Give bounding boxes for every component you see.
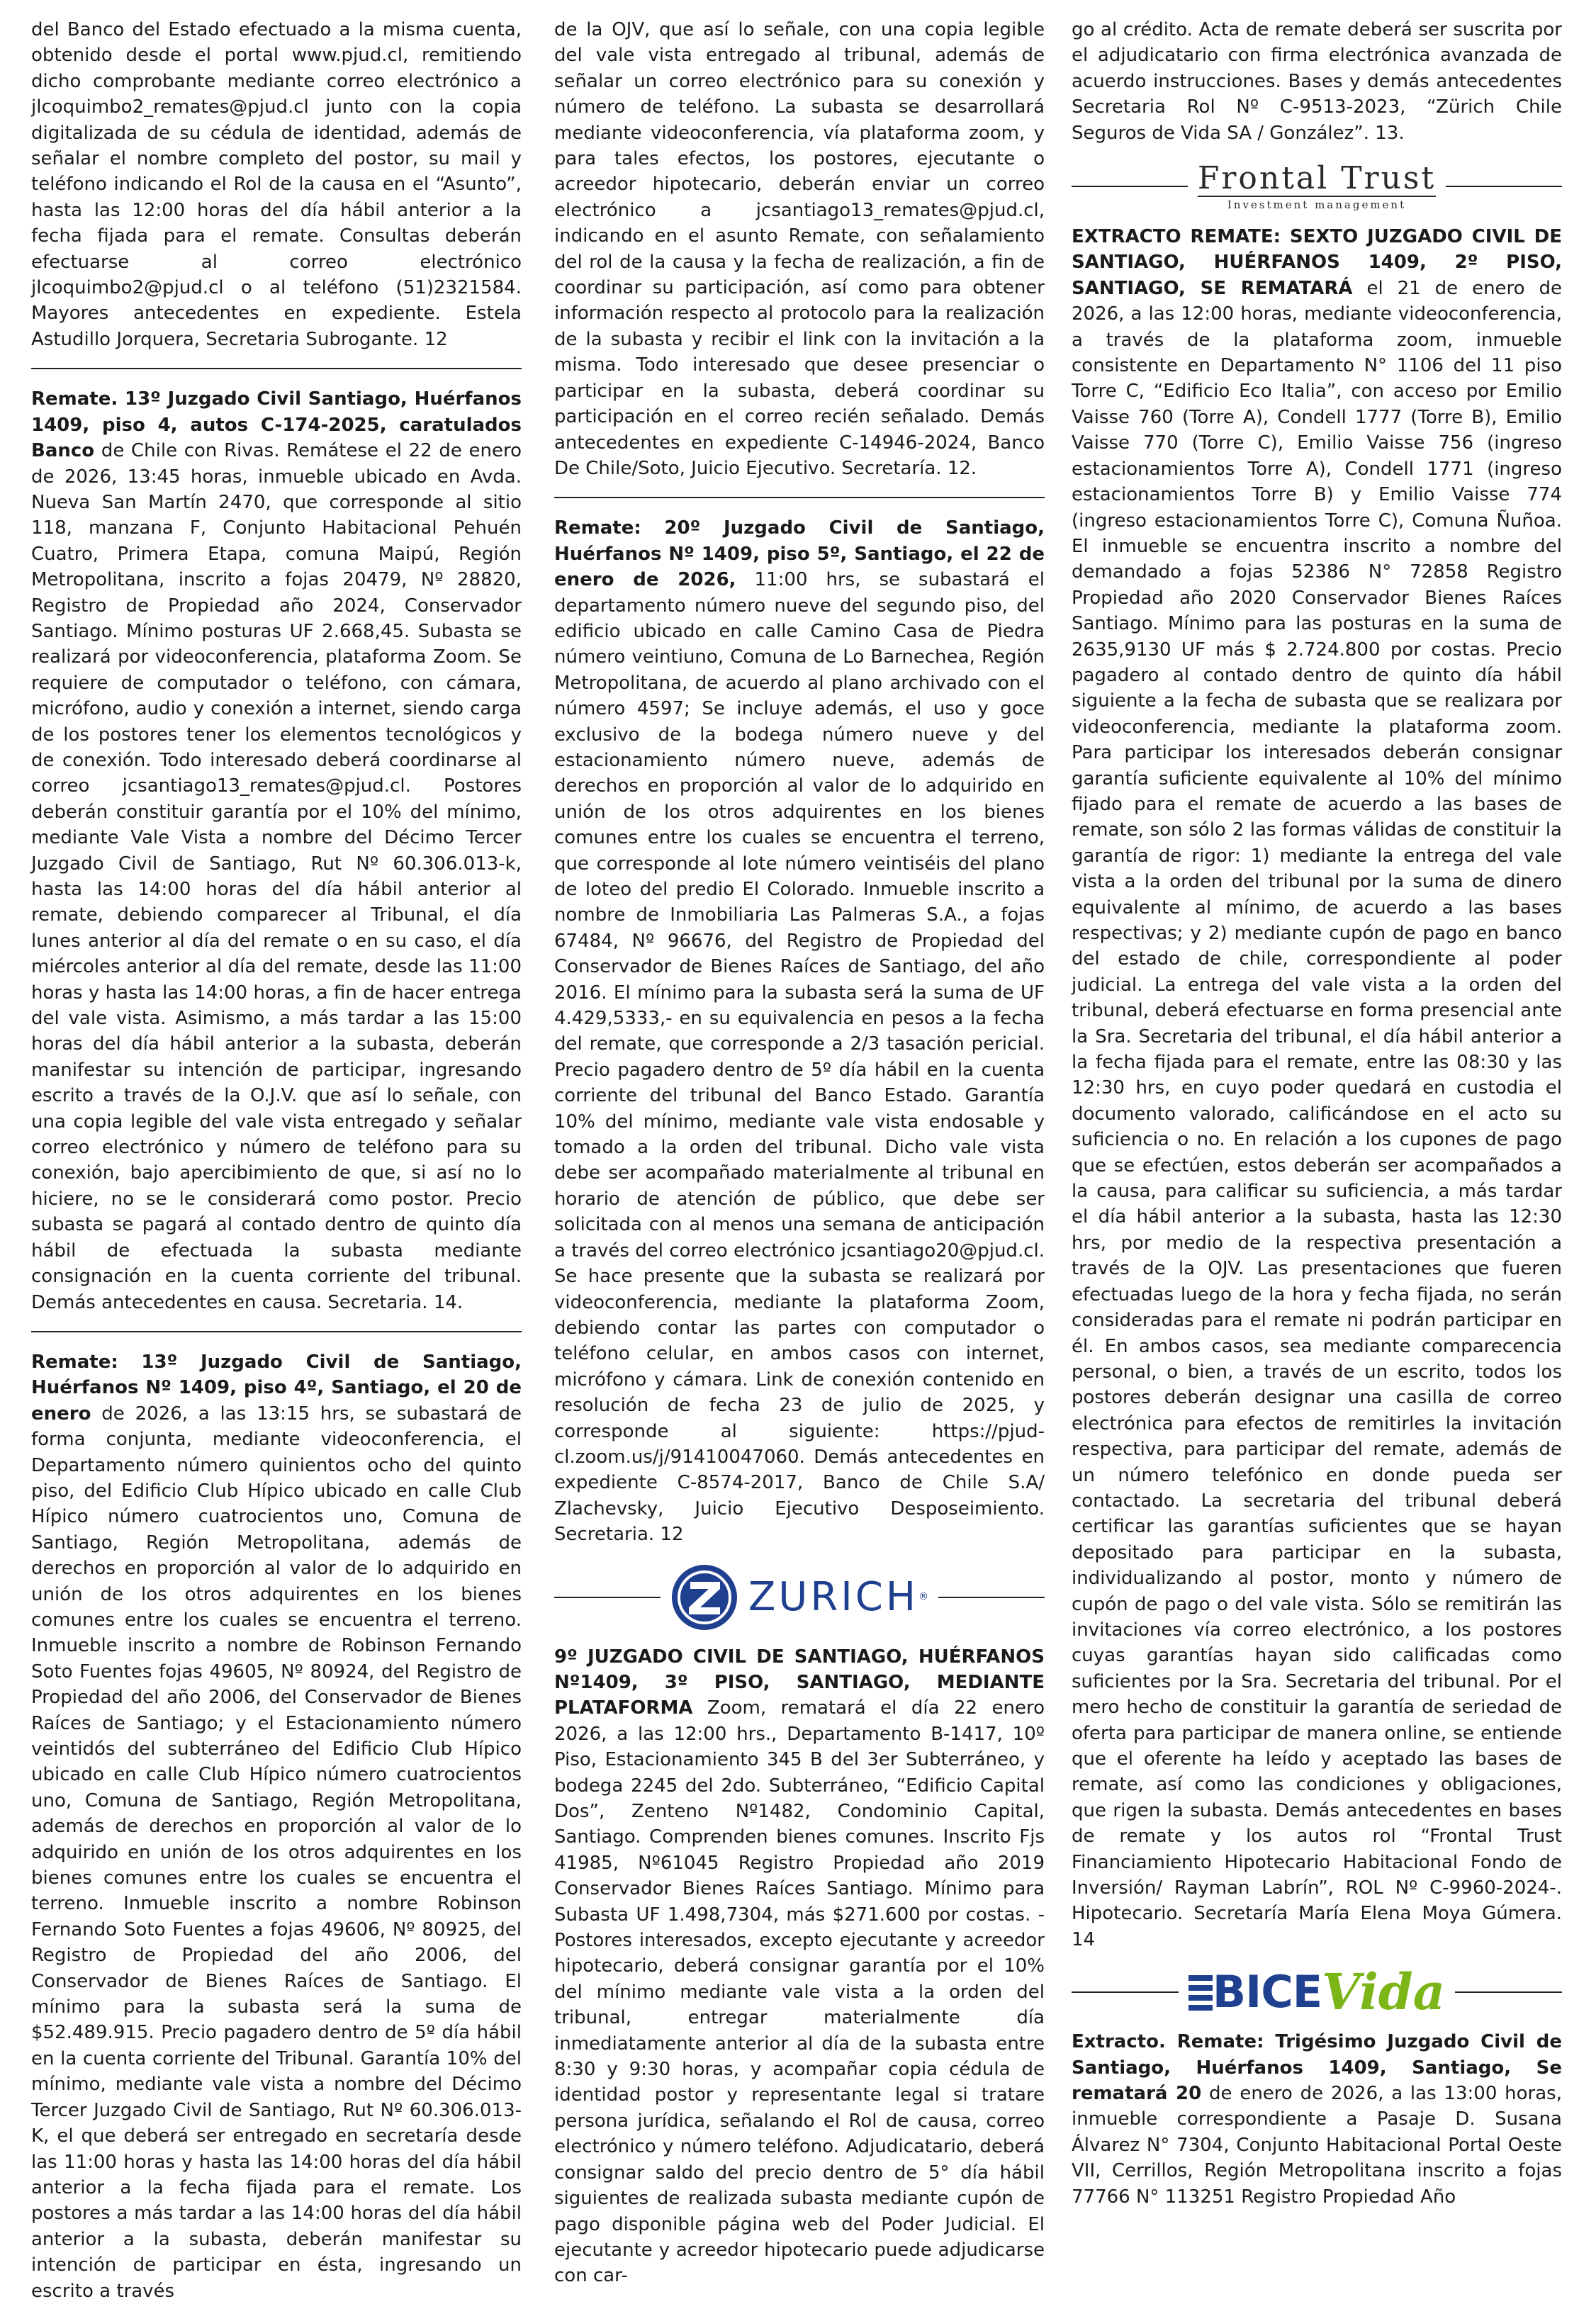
notice-heading: 9º JUZGADO CIVIL DE SANTIAGO, HUÉRFANOS Nº1409, 3º PISO, SANTIAGO, MEDIANTE PLATAFORMA [554,1646,1045,1719]
bice-vida-logo [1179,1962,1455,2022]
notice-body: de Chile con Rivas. Remátese el 22 de enero de 2026, 13:45 horas, inmueble ubicado en Avda. Nueva San Martín 2470, que corresponde al sitio 118, manzana F, Conjunto Habitacional Pehuén Cuatro, Primera Etapa, comuna Maipú, Región Metropolitana, inscrito a fojas 20479, Nº 28820, Registro de Propiedad año 2024, Conservador Santiago. Mínimo posturas UF 2.668,45. Subasta se realizará por videoconferencia, plataforma Zoom. Se requiere de computador o teléfono, con cámara, micrófono, audio y conexión a internet, siendo carga de los postores tener los elementos tecnológicos y de conexión. Todo interesado deberá coordinarse al correo jcsantiago13_remates@pjud.cl. Postores deberán constituir garantía por el 10% del mínimo, mediante Vale Vista a nombre del Décimo Tercer Juzgado Civil de Santiago, Rut Nº 60.306.013-k, hasta las 14:00 horas del día hábil anterior al remate, debiendo comparecer al Tribunal, el día lunes anterior al día del remate o en su caso, el día miércoles anterior al día del remate, desde las 11:00 horas y hasta las 14:00 horas, a fin de hacer entrega del vale vista. Asimismo, a más tardar a las 15:00 horas del día hábil anterior a la subasta, deberán manifestar su intención de participar, ingresando escrito a través de la O.J.V. que así lo señale, con una copia legible del vale vista entregado y señalar correo electrónico y número de teléfono para su conexión, bajo apercibimiento de que, si así no lo hiciere, no se le considerará como postor. Precio subasta se pagará al contado dentro de quinto día hábil de efectuada la subasta mediante consignación en la cuenta corriente del tribunal. Demás antecedentes en causa. Secretaria. 14. [31,440,522,1313]
zurich-z-icon [670,1563,738,1631]
bice-vida-logo-banner [1072,1962,1562,2022]
notice-continuation [1072,17,1562,146]
zurich-wordmark: ZURICH [748,1573,918,1620]
frontal-trust-wordmark: Frontal Trust [1197,160,1437,197]
zurich-logo [661,1563,938,1631]
notice-continuation [554,17,1045,481]
notice-9-juzgado [554,1644,1045,2289]
notice-heading: Remate: 20º Juzgado Civil de Santiago, Huérfanos Nº 1409, piso 5º, Santiago, el 22 de enero de 2026, [554,517,1045,591]
column-2 [554,17,1045,2289]
logo-rule-right [938,1597,1045,1598]
notice-divider [31,1331,522,1332]
zurich-registered-mark: ® [918,1591,928,1603]
notice-body: 11:00 hrs, se subastará el departamento número nueve del segundo piso, del edificio ubicado en calle Camino Casa de Piedra número veintiuno, Comuna de Lo Barnechea, Región Metropolitana, de acuerdo al plano archivado con el número 4597; Se incluye además, el uso y goce exclusivo de la bodega número nueve y del estacionamiento número nueve, además de derechos en proporción al valor de lo adquirido en unión de los otros adquirentes en los bienes comunes entre los cuales se encuentra el terreno, que corresponde al lote número veintiséis del plano de loteo del predio El Colorado. Inmueble inscrito a nombre de Inmobiliaria Las Palmeras S.A., a fojas 67484, Nº 96676, del Registro de Propiedad del Conservador de Bienes Raíces de Santiago, del año 2016. El mínimo para la subasta será la suma de UF 4.429,5333,- en su equivalencia en pesos a la fecha del remate, que corresponde a 2/3 tasación pericial. Precio pagadero dentro de 5º día hábil en la cuenta corriente del tribunal del Banco Estado. Garantía 10% del mínimo, mediante vale vista endosable y tomado a la orden del tribunal. Dicho vale vista debe ser acompañado materialmente al tribunal en horario de atención de público, que debe ser solicitada con al menos una semana de anticipación a través del correo electrónico jcsantiago20@pjud.cl. Se hace presente que la subasta se realizará por videoconferencia, mediante la plataforma Zoom, debiendo contar las partes con computador o teléfono celular, en ambos casos con internet, micrófono y cámara. Link de conexión contenido en resolución de fecha 23 de julio de 2025, y corresponde al siguiente: https://pjud-cl.zoom.us/j/91410047060. Demás antecedentes en expediente C-8574-2017, Banco de Chile S.A/ Zlachevsky, Juicio Ejecutivo Desposeimiento. Secretaria. 12 [554,569,1045,1546]
notice-heading: Extracto. Remate: Trigésimo Juzgado Civil de Santiago, Huérfanos 1409, Santiago, Se rematará 20 [1072,2031,1562,2105]
notice-divider [31,368,522,369]
column-1 [31,17,522,2304]
logo-rule-right [1446,186,1562,187]
logo-rule-right [1455,1991,1562,1993]
bice-stripes-icon [1188,1974,1213,2011]
notice-13-juzgado-club-hipico [31,1349,522,2304]
frontal-trust-logo-banner [1072,162,1562,211]
zurich-logo-banner [554,1563,1045,1631]
notice-divider [554,497,1045,498]
frontal-trust-logo [1188,162,1446,211]
notice-continuation [31,17,522,352]
notice-body: Zoom, rematará el día 22 enero 2026, a las 12:00 hrs., Departamento B-1417, 10º Piso, Estacionamiento 345 B del 3er Subterráneo, y bodega 2245 del 2do. Subterráneo, “Edificio Capital Dos”, Zenteno Nº1482, Condominio Capital, Santiago. Comprenden bienes comunes. Inscrito Fjs 41985, Nº61045 Registro Propiedad año 2019 Conservador Bienes Raíces Santiago. Mínimo para Subasta UF 1.498,7304, más $271.600 por costas. -Postores interesados, excepto ejecutante y acreedor hipotecario, deberá consignar garantía por el 10% del mínimo mediante vale vista a la orden del tribunal, entregar materialmente día inmediatamente anterior al día de la subasta entre 8:30 y 9:30 horas, y acompañar copia cédula de identidad postor y representante legal si tratare persona jurídica, señalando el Rol de causa, correo electrónico y número teléfono. Adjudicatario, deberá consignar saldo del precio dentro de 5° día hábil siguientes de realizada subasta mediante cupón de pago disponible página web del Poder Judicial. El ejecutante y acreedor hipotecario puede adjudicarse con car- [554,1697,1045,2287]
bice-wordmark: BICE [1212,1966,1322,2018]
notice-body: del Banco del Estado efectuado a la misma cuenta, obtenido desde el portal www.pjud.cl, remitiendo dicho comprobante mediante correo electrónico a jlcoquimbo2_remates@pjud.cl junto con la copia digitalizada de su cédula de identidad, además de señalar el nombre completo del postor, su mail y teléfono indicando el Rol de la causa en el “Asunto”, hasta las 12:00 horas del día hábil anterior a la fecha fijada para el remate. Consultas deberán efectuarse al correo electrónico jlcoquimbo2@pjud.cl o al teléfono (51)2321584. Mayores antecedentes en expediente. Estela Astudillo Jorquera, Secretaria Subrogante. 12 [31,19,522,350]
notice-body: de la OJV, que así lo señale, con una copia legible del vale vista entregado al tribunal, además de señalar un correo electrónico para su conexión y número de teléfono. La subasta se desarrollará mediante videoconferencia, vía plataforma zoom, y para tales efectos, los postores, ejecutante o acreedor hipotecario, deberán enviar un correo electrónico a jcsantiago13_remates@pjud.cl, indicando en el asunto Remate, con señalamiento del rol de la causa y la fecha de realización, a fin de coordinar su participación, así como para obtener información respecto al protocolo para la realización de la subasta y recibir el link con la invitación a la misma. Todo interesado que desee presenciar o participar en la subasta, deberá coordinar su participación en el correo recién señalado. Demás antecedentes en expediente C-14946-2024, Banco De Chile/Soto, Juicio Ejecutivo. Secretaría. 12. [554,19,1045,479]
column-3 [1072,17,1562,2210]
notice-body: go al crédito. Acta de remate deberá ser suscrita por el adjudicatario con firma electrónica avanzada de acuerdo instrucciones. Bases y demás antecedentes Secretaria Rol Nº C-9513-2023, “Zürich Chile Seguros de Vida SA / González”. 13. [1072,19,1562,144]
notice-heading: EXTRACTO REMATE: SEXTO JUZGADO CIVIL DE SANTIAGO, HUÉRFANOS 1409, 2º PISO, SANTIAGO, SE REMATARÁ [1072,226,1562,299]
frontal-trust-tagline: Investment management [1198,196,1436,211]
logo-rule-left [1072,1991,1179,1993]
notice-trigesimo-juzgado [1072,2029,1562,2210]
notice-sexto-juzgado [1072,224,1562,1952]
notice-heading: Remate: 13º Juzgado Civil de Santiago, Huérfanos Nº 1409, piso 4º, Santiago, el 20 de enero [31,1351,522,1424]
notice-body: de 2026, a las 13:15 hrs, se subastará de forma conjunta, mediante videoconferencia, el Departamento número quinientos ocho del quinto piso, del Edificio Club Hípico ubicado en calle Club Hípico número cuatrocientos uno, Comuna de Santiago, Región Metropolitana, además de derechos en proporción al valor de lo adquirido en unión de los otros adquirentes en los bienes comunes entre los cuales se encuentra el terreno. Inmueble inscrito a nombre de Robinson Fernando Soto Fuentes fojas 49605, Nº 80924, del Registro de Propiedad del año 2006, del Conservador de Bienes Raíces de Santiago; y el Estacionamiento número veintidós del subterráneo del Edificio Club Hípico ubicado en calle Club Hípico número cuatrocientos uno, Comuna de Santiago, Región Metropolitana, además de derechos en proporción al valor de lo adquirido en unión de los otros adquirentes en los bienes comunes entre los cuales se encuentra el terreno. Inmueble inscrito a nombre Robinson Fernando Soto Fuentes a fojas 49606, Nº 80925, del Registro de Propiedad del año 2006, del Conservador de Bienes Raíces de Santiago. El mínimo para la subasta será la suma de $52.489.915. Precio pagadero dentro de 5º día hábil en la cuenta corriente del Tribunal. Garantía 10% del mínimo, mediante vale vista a nombre del Décimo Tercer Juzgado Civil de Santiago, Rut Nº 60.306.013-K, el que deberá ser entregado en secretaría desde las 11:00 horas y hasta las 14:00 horas del día hábil anterior a la fecha fijada para el remate. Los postores a más tardar a las 14:00 horas del día hábil anterior a la subasta, deberán manifestar su intención de participar en ésta, ingresando un escrito a través [31,1403,522,2302]
logo-rule-left [554,1597,661,1598]
notice-heading: Remate. 13º Juzgado Civil Santiago, Huérfanos 1409, piso 4, autos C-174-2025, caratulados Banco [31,388,522,462]
logo-rule-left [1072,186,1188,187]
notice-body: de enero de 2026, a las 13:00 horas, inmueble correspondiente a Pasaje D. Susana Álvarez N° 7304, Conjunto Habitacional Portal Oeste VII, Cerrillos, Región Metropolitana inscrito a fojas 77766 N° 113251 Registro Propiedad Año [1072,2083,1562,2208]
notice-20-juzgado [554,515,1045,1547]
notice-13-juzgado-rivas [31,386,522,1315]
vida-wordmark: Vida [1322,1962,1446,2022]
notice-body: el 21 de enero de 2026, a las 12:00 horas, mediante videoconferencia, a través de la plataforma zoom, inmueble consistente en Departamento N° 1106 del 11 piso Torre C, “Edificio Eco Italia”, con acceso por Emilio Vaisse 760 (Torre A), Condell 1777 (Torre B), Emilio Vaisse 770 (Torre C), Emilio Vaisse 756 (ingreso estacionamientos Torre A), Condell 1771 (ingreso estacionamientos Torre B) y Emilio Vaisse 774 (ingreso estacionamientos Torre C), Comuna Ñuñoa. El inmueble se encuentra inscrito a nombre del demandado a fojas 52386 N° 72858 Registro Propiedad año 2020 Conservador Bienes Raíces Santiago. Mínimo para las posturas en la suma de 2635,9130 UF más $ 2.724.800 por costas. Precio pagadero al contado dentro de quinto día hábil siguiente a la fecha de subasta que se realizara por videoconferencia, mediante la plataforma zoom. Para participar los interesados deberán consignar garantía suficiente equivalente al 10% del mínimo fijado para el remate de acuerdo a las bases de remate, son sólo 2 las formas válidas de constituir la garantía de rigor: 1) mediante la entrega del vale vista a la orden del tribunal por la suma de dinero equivalente al mínimo, de acuerdo a las bases respectivas; y 2) mediante cupón de pago en banco del estado de chile, correspondiente al poder judicial. La entrega del vale vista a la orden del tribunal, deberá efectuarse en forma presencial ante la Sra. Secretaria del tribunal, el día hábil anterior a la fecha fijada para el remate, entre las 08:30 y las 12:30 hrs, en cuyo poder quedará en custodia el documento valorado, calificándose en el acto su suficiencia o no. En relación a los cupones de pago que se efectúen, estos deberán ser acompañados a la causa, para calificar su suficiencia, a más tardar el día hábil anterior a la subasta, hasta las 12:30 hrs, por medio de la respectiva presentación a través de la OJV. Las presentaciones que fueren efectuadas luego de la hora y fecha fijada, no serán consideradas para el remate ni podrán participar en él. En ambos casos, sea mediante comparecencia personal, o bien, a través de un escrito, todos los postores deberán designar una casilla de correo electrónica para efectos de remitirles la invitación respectiva, para participar del remate, además de un número telefónico en donde pueda ser contactado. La secretaria del tribunal deberá certificar las garantías suficientes que se hayan depositado para participar en la subasta, individualizando al postor, monto y número de cupón de pago o del vale vista. Sólo se remitirán las invitaciones vía correo electrónico, a los postores cuyas garantías hayan sido calificadas como suficientes por la Sra. Secretaria del tribunal. Por el mero hecho de constituir la garantía de seriedad de oferta para participar de manera online, se entiende que el oferente ha leído y aceptado las bases de remate, así como las condiciones y obligaciones, que rigen la subasta. Demás antecedentes en bases de remate y los autos rol “Frontal Trust Financiamiento Hipotecario Habitacional Fondo de Inversión/ Rayman Labrín”, ROL Nº C-9960-2024-. Hipotecario. Secretaría María Elena Moya Gúmera. 14 [1072,277,1563,1950]
